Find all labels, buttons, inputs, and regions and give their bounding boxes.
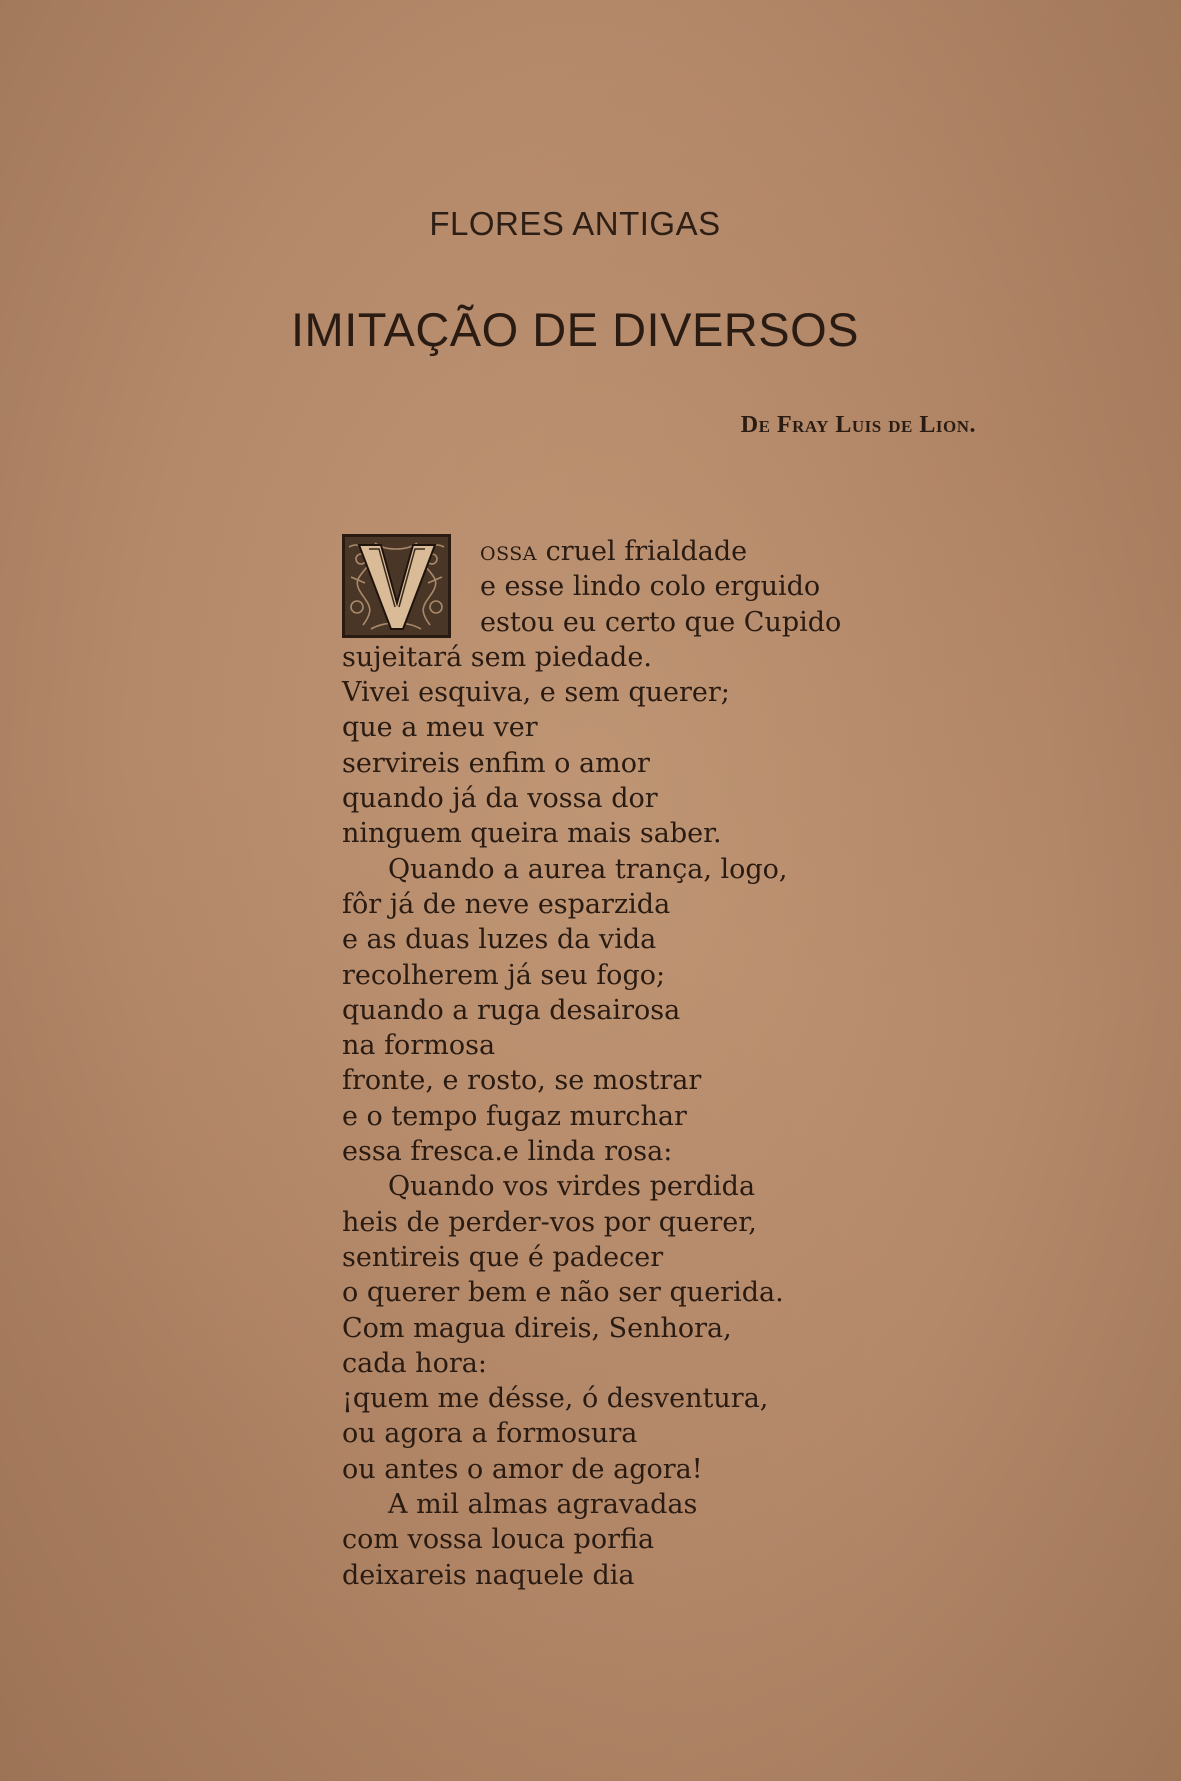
poem-line: quando a ruga desairosa: [342, 994, 681, 1026]
poem-line: ou agora a formosura: [342, 1418, 638, 1450]
poem-line: fronte, e rosto, se mostrar: [342, 1065, 702, 1097]
poem-line: essa fresca.e linda rosa:: [342, 1136, 673, 1168]
poem-body: [342, 534, 982, 1593]
poem-line: e as duas luzes da vida: [342, 924, 657, 956]
first-line-tail: cruel frialdade: [537, 536, 748, 567]
poem-line: ¡quem me désse, ó desventura,: [342, 1383, 769, 1415]
poem-line: e esse lindo colo erguido: [480, 571, 821, 603]
poem-line: A mil almas agravadas: [388, 1489, 698, 1521]
poem-line: na formosa: [342, 1030, 496, 1062]
poem-line: com vossa louca porfia: [342, 1524, 655, 1556]
poem-line: heis de perder-vos por querer,: [342, 1206, 757, 1238]
poem-line: ninguem queira mais saber.: [342, 818, 722, 850]
poem-line: estou eu certo que Cupido: [480, 606, 842, 638]
poem-line: o querer bem e não ser querida.: [342, 1277, 784, 1309]
poem-line: deixareis naquele dia: [342, 1559, 635, 1591]
attribution: De Fray Luis de Lion.: [740, 412, 976, 438]
poem-line: e o tempo fugaz murchar: [342, 1100, 687, 1132]
poem-line: quando já da vossa dor: [342, 783, 658, 815]
poem-line: servireis enfim o amor: [342, 747, 650, 779]
first-word-rest: ossa: [480, 536, 537, 567]
running-head: FLORES ANTIGAS: [429, 205, 721, 242]
poem-line: sujeitará sem piedade.: [342, 641, 652, 673]
poem-line: Com magua direis, Senhora,: [342, 1312, 732, 1344]
poem-line: ou antes o amor de agora!: [342, 1453, 703, 1485]
poem-line: fôr já de neve esparzida: [342, 888, 671, 920]
poem-line: [342, 534, 982, 569]
poem-line: Quando vos virdes perdida: [388, 1171, 756, 1203]
poem-line: Vivei esquiva, e sem querer;: [342, 677, 730, 709]
poem-line: que a meu ver: [342, 712, 538, 744]
poem-line: recolherem já seu fogo;: [342, 959, 666, 991]
poem-line: cada hora:: [342, 1347, 487, 1379]
poem-title: IMITAÇÃO DE DIVERSOS: [291, 303, 859, 356]
poem-line: sentireis que é padecer: [342, 1241, 664, 1273]
poem-line: Quando a aurea trança, logo,: [388, 853, 788, 885]
